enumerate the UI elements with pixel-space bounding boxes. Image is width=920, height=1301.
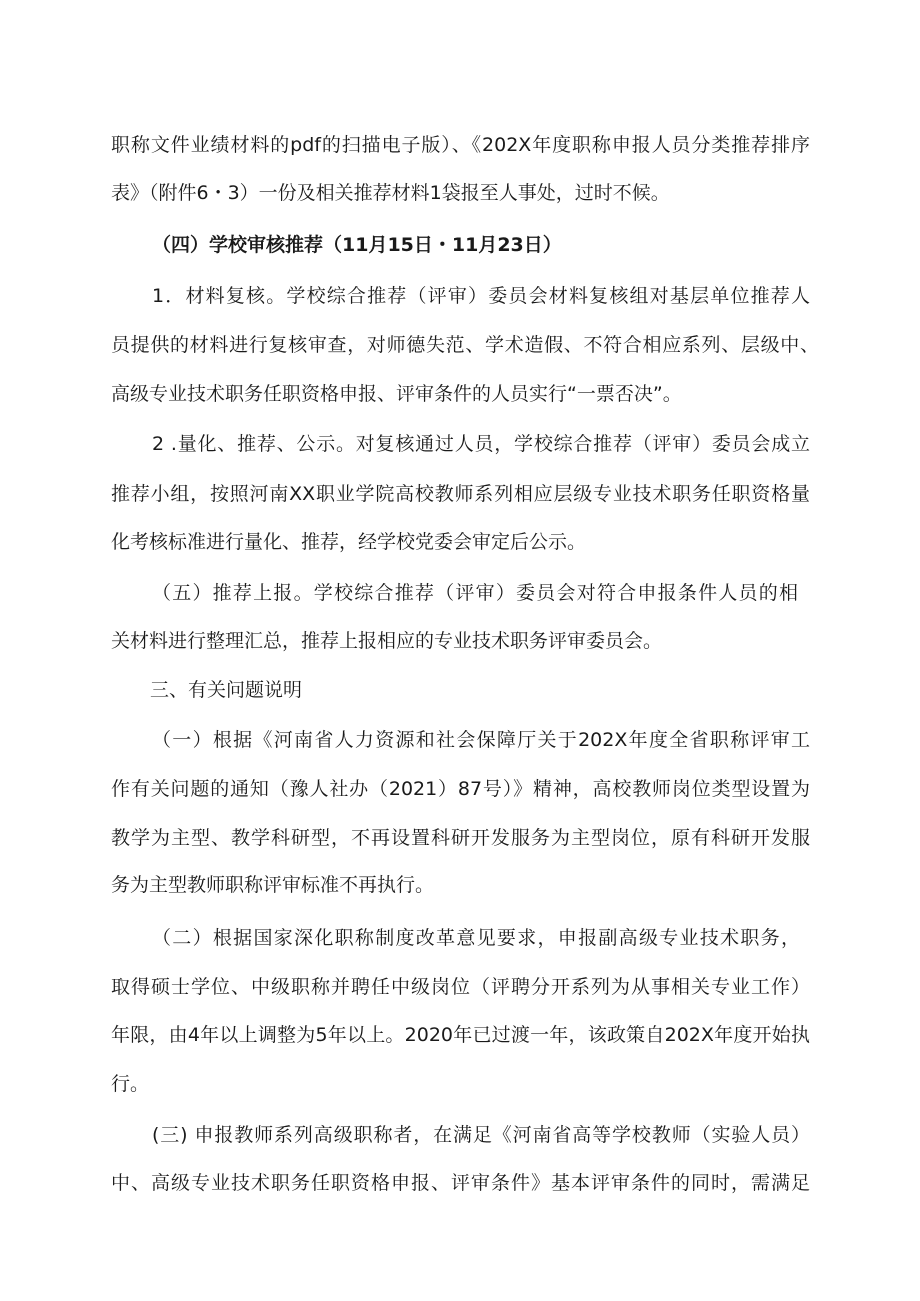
paragraph-line: 表》（附件6・3）一份及相关推荐材料1袋报至人事处，过时不候。	[111, 182, 670, 204]
paragraph-line: （一）根据《河南省人力资源和社会保障厅关于202X年度全省职称评审工	[152, 729, 810, 751]
paragraph-line: （五）推荐上报。学校综合推荐（评审）委员会对符合申报条件人员的相	[152, 582, 798, 604]
paragraph-line: 1．材料复核。学校综合推荐（评审）委员会材料复核组对基层单位推荐人	[152, 285, 810, 307]
paragraph-line: 取得硕士学位、中级职称并聘任中级岗位（评聘分开系列为从事相关专业工作）	[111, 976, 810, 998]
paragraph-line: （二）根据国家深化职称制度改革意见要求，申报副高级专业技术职务，	[152, 927, 800, 949]
paragraph-line: (三) 申报教师系列高级职称者，在满足《河南省高等学校教师（实验人员）	[152, 1124, 810, 1146]
paragraph-line: 作有关问题的通知（豫人社办（2021）87号）》精神，高校教师岗位类型设置为	[111, 778, 810, 800]
paragraph-line: 中、高级专业技术职务任职资格申报、评审条件》基本评审条件的同时，需满足	[111, 1172, 810, 1194]
paragraph-line: 职称文件业绩材料的pdf的扫描电子版）、《202X年度职称申报人员分类推荐排序	[111, 134, 810, 156]
paragraph-line: 行。	[111, 1073, 150, 1095]
paragraph-line: 教学为主型、教学科研型，不再设置科研开发服务为主型岗位，原有科研开发服	[111, 827, 810, 849]
section-heading: （四）学校审核推荐（11月15日・11月23日）	[152, 234, 562, 256]
paragraph-line: 推荐小组，按照河南XX职业学院高校教师系列相应层级专业技术职务任职资格量	[111, 483, 810, 505]
paragraph-line: 务为主型教师职称评审标准不再执行。	[111, 874, 435, 896]
paragraph-line: 关材料进行整理汇总，推荐上报相应的专业技术职务评审委员会。	[111, 630, 663, 652]
section-heading: 三、有关问题说明	[150, 679, 303, 701]
paragraph-line: 年限，由4年以上调整为5年以上。2020年已过渡一年，该政策自202X年度开始执	[111, 1024, 810, 1046]
paragraph-line: 高级专业技术职务任职资格申报、评审条件的人员实行“一票否决”。	[111, 383, 682, 405]
paragraph-line: 员提供的材料进行复核审查，对师德失范、学术造假、不符合相应系列、层级中、	[111, 334, 819, 356]
paragraph-line: 化考核标准进行量化、推荐，经学校党委会审定后公示。	[111, 531, 587, 553]
paragraph-line: 2 .量化、推荐、公示。对复核通过人员，学校综合推荐（评审）委员会成立	[152, 433, 810, 455]
